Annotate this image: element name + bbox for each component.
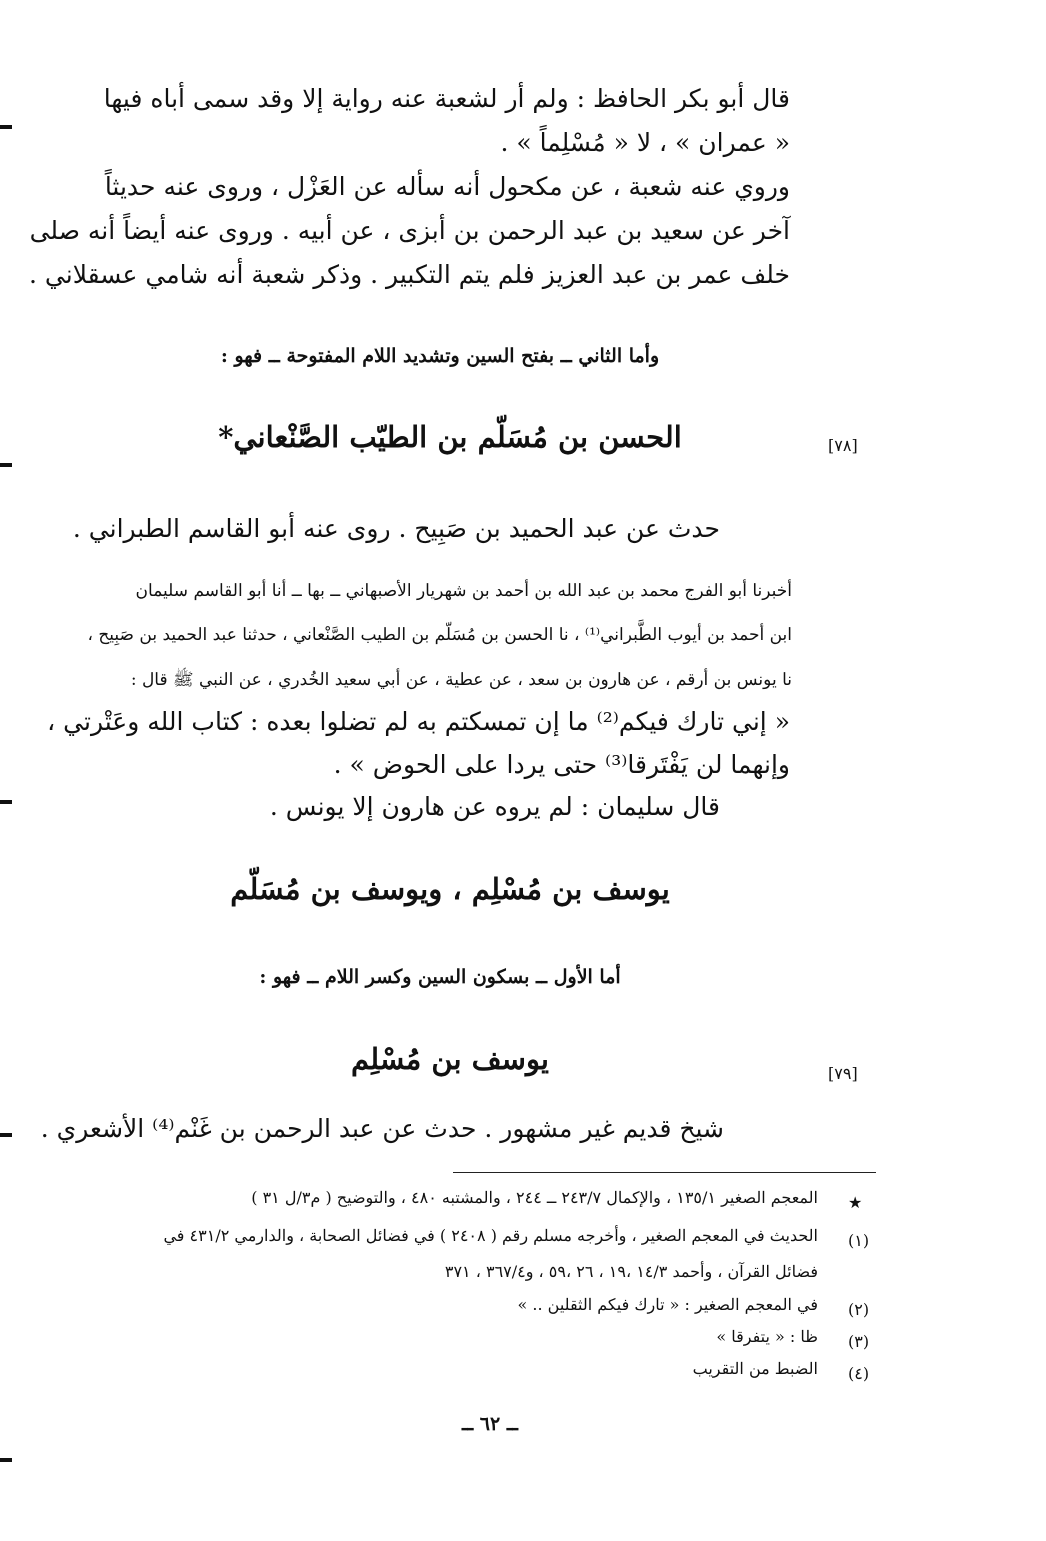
paragraph-2-line-3: خلف عمر بن عبد العزيز فلم يتم التكبير . وذكر شعبة أنه شامي عسقلاني . <box>29 260 790 289</box>
entry-number-79: [٧٩] <box>828 1064 858 1083</box>
entry-78-closing: قال سليمان : لم يروه عن هارون إلا يونس . <box>269 792 720 821</box>
footnote-2-text: في المعجم الصغير : « تارك فيكم الثقلين .. » <box>517 1295 818 1314</box>
isnad-line-3: نا يونس بن أرقم ، عن هارون بن سعد ، عن عطية ، عن أبي سعيد الخُدري ، عن النبي ﷺ قال : <box>130 670 792 690</box>
footnote-mark-4: (٤) <box>848 1364 870 1383</box>
paragraph-2-line-2: آخر عن سعيد بن عبد الرحمن بن أبزى ، عن أبيه . وروى عنه أيضاً أنه صلى <box>29 216 790 245</box>
entry-number-78: [٧٨] <box>828 436 858 455</box>
scan-edge-mark <box>0 125 12 129</box>
paragraph-1-line-1: قال أبو بكر الحافظ : ولم أر لشعبة عنه رواية إلا وقد سمى أباه فيها <box>103 84 790 113</box>
footnote-1-line-2: فضائل القرآن ، وأحمد ١٤/٣ ،١٩ ، ٢٦ ،٥٩ ، و٣٦٧/٤ ، ٣٧١ <box>444 1262 818 1281</box>
scan-edge-mark <box>0 800 12 804</box>
footnote-mark-star: ★ <box>848 1193 863 1212</box>
footnote-mark-2: (٢) <box>848 1300 870 1319</box>
hadith-line-1: « إني تارك فيكم⁽²⁾ ما إن تمسكتم به لم تضلوا بعده : كتاب الله وعَتْرتي ، <box>47 707 790 736</box>
hadith-line-2: وإنهما لن يَفْتَرقا⁽³⁾ حتى يردا على الحوض » . <box>333 750 790 779</box>
scan-edge-mark <box>0 1458 12 1462</box>
isnad-line-1: أخبرنا أبو الفرج محمد بن عبد الله بن أحمد بن شهريار الأصبهاني ــ بها ــ أنا أبو القاسم سليمان <box>135 581 792 601</box>
section-note-1: وأما الثاني ــ بفتح السين وتشديد اللام المفتوحة ــ فهو : <box>220 345 660 367</box>
entry-79-title: يوسف بن مُسْلِم <box>350 1042 549 1076</box>
footnote-mark-1: (١) <box>848 1231 870 1250</box>
paragraph-1-line-2: « عمران » ، لا « مُسْلِماً » . <box>500 128 790 157</box>
footnote-1-line-1: الحديث في المعجم الصغير ، وأخرجه مسلم رقم ( ٢٤٠٨ ) في فضائل الصحابة ، والدارمي ٤٣١/٢ في <box>163 1226 818 1245</box>
page-number: ــ ٦٢ ــ <box>462 1413 518 1435</box>
paragraph-2-line-1: وروي عنه شعبة ، عن مكحول أنه سأله عن العَزْل ، وروى عنه حديثاً <box>104 172 790 201</box>
entry-78-intro: حدث عن عبد الحميد بن صَبِيح . روى عنه أبو القاسم الطبراني . <box>72 514 720 543</box>
scan-edge-mark <box>0 1133 12 1137</box>
footnote-3-text: ظا : « يتفرقا » <box>716 1327 818 1346</box>
scan-edge-mark <box>0 463 12 467</box>
footnote-4-text: الضبط من التقريب <box>692 1359 818 1378</box>
entry-78-title: الحسن بن مُسَلّم بن الطيّب الصَّنْعاني* <box>218 420 682 454</box>
section-heading-2: يوسف بن مُسْلِم ، ويوسف بن مُسَلّم <box>230 872 670 906</box>
section-note-2: أما الأول ــ بسكون السين وكسر اللام ــ فهو : <box>259 966 621 988</box>
footnote-divider <box>453 1172 876 1173</box>
isnad-line-2: ابن أحمد بن أيوب الطَّبراني⁽¹⁾ ، نا الحسن بن مُسَلّم بن الطيب الصَّنْعاني ، حدثنا عبد الحميد بن صَبِيح ، <box>87 625 792 645</box>
footnote-star-text: المعجم الصغير ١٣٥/١ ، والإكمال ٢٤٣/٧ ــ ٢٤٤ ، والمشتبه ٤٨٠ ، والتوضيح ( م٣/ل ٣١ ) <box>251 1188 818 1207</box>
footnote-mark-3: (٣) <box>848 1332 870 1351</box>
entry-79-intro: شيخ قديم غير مشهور . حدث عن عبد الرحمن بن غَنْم⁽⁴⁾ الأشعري . <box>40 1114 724 1143</box>
